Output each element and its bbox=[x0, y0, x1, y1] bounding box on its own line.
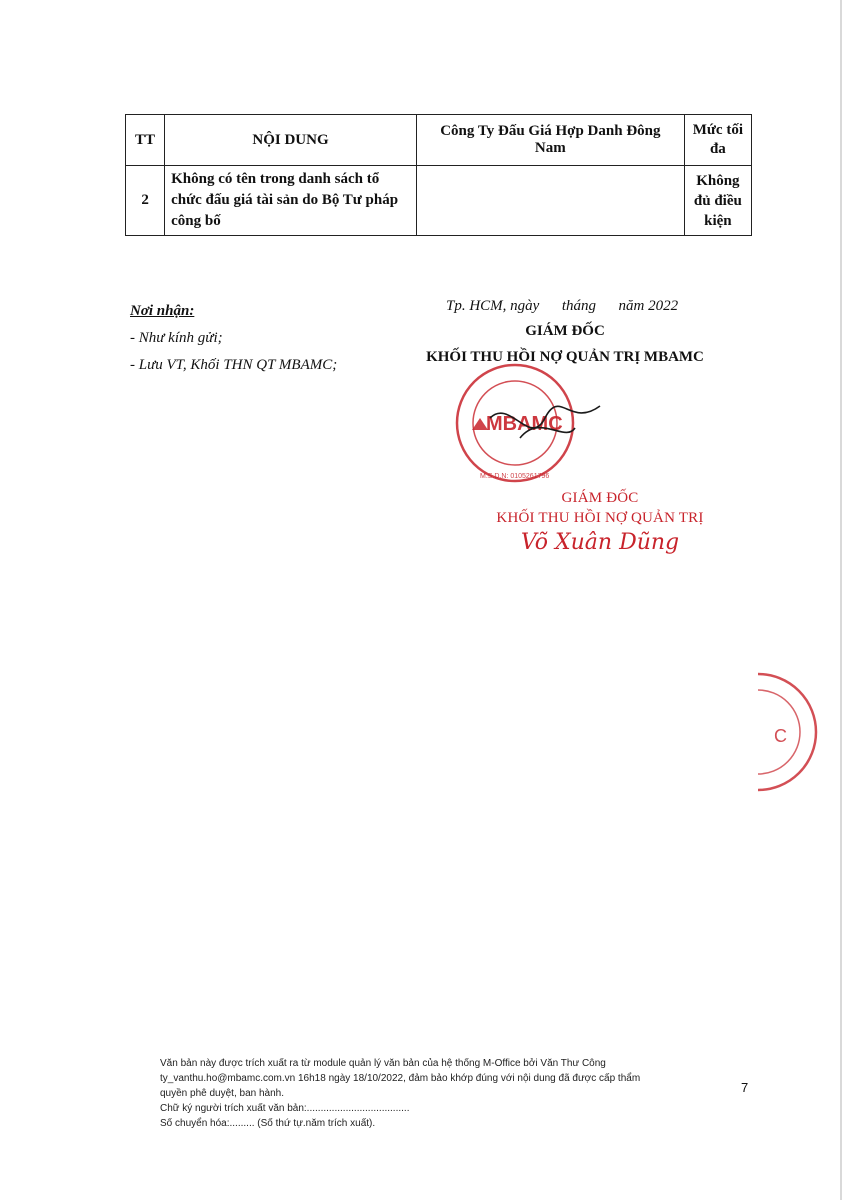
recipient-item: - Lưu VT, Khối THN QT MBAMC; bbox=[130, 357, 338, 373]
page-number: 7 bbox=[741, 1080, 749, 1095]
criteria-table bbox=[125, 114, 752, 236]
signature-title-line-2: KHỐI THU HỒI NỢ QUẢN TRỊ MBAMC bbox=[426, 349, 704, 365]
footer-note bbox=[160, 1056, 700, 1131]
recipient-item: - Như kính gửi; bbox=[130, 330, 223, 346]
svg-text:C: C bbox=[774, 726, 787, 746]
header-tt: TT bbox=[126, 115, 165, 166]
page-edge-shadow bbox=[840, 0, 842, 1200]
footer-line: Văn bản này được trích xuất ra từ module quản lý văn bản của hệ thống M-Office bởi Văn Thư Công bbox=[160, 1058, 606, 1069]
table-header-row bbox=[126, 115, 752, 166]
signature-title-line-1: GIÁM ĐỐC bbox=[525, 323, 605, 339]
recipients-block bbox=[130, 298, 337, 379]
stamp-title-line-2: KHỐI THU HỒI NỢ QUẢN TRỊ bbox=[496, 510, 704, 526]
footer-line: Số chuyển hóa:......... (Số thứ tự.năm trích xuất). bbox=[160, 1118, 376, 1129]
seal-logo-text: MBAMC bbox=[486, 413, 563, 435]
header-muc-toi-da: Mức tối đa bbox=[684, 115, 751, 166]
stamp-title bbox=[470, 488, 730, 528]
row-noi-dung: Không có tên trong danh sách tổ chức đấu giá tài sản do Bộ Tư pháp công bố bbox=[165, 166, 417, 236]
footer-line: Chữ ký người trích xuất văn bản:..................................... bbox=[160, 1103, 410, 1114]
footer-line: quyền phê duyệt, ban hành. bbox=[160, 1088, 284, 1099]
table-row bbox=[126, 166, 752, 236]
row-company bbox=[416, 166, 684, 236]
company-seal-icon bbox=[450, 358, 610, 488]
signature-date: Tp. HCM, ngày tháng năm 2022 bbox=[446, 298, 679, 314]
row-muc-toi-da: Không đủ điều kiện bbox=[684, 166, 751, 236]
footer-line: ty_vanthu.ho@mbamc.com.vn 16h18 ngày 18/10/2022, đảm bảo khớp đúng với nội dung đã được cấp thẩm bbox=[160, 1073, 641, 1084]
stamp-title-line-1: GIÁM ĐỐC bbox=[561, 490, 639, 506]
row-tt: 2 bbox=[126, 166, 165, 236]
recipients-heading: Nơi nhận: bbox=[130, 303, 195, 319]
partial-seal-icon bbox=[758, 662, 828, 802]
header-noi-dung: NỘI DUNG bbox=[165, 115, 417, 166]
header-company: Công Ty Đấu Giá Hợp Danh Đông Nam bbox=[416, 115, 684, 166]
stamp-signer-name: Võ Xuân Dũng bbox=[520, 530, 680, 555]
seal-code-text: M.S.D.N: 0105261796 bbox=[480, 473, 550, 480]
